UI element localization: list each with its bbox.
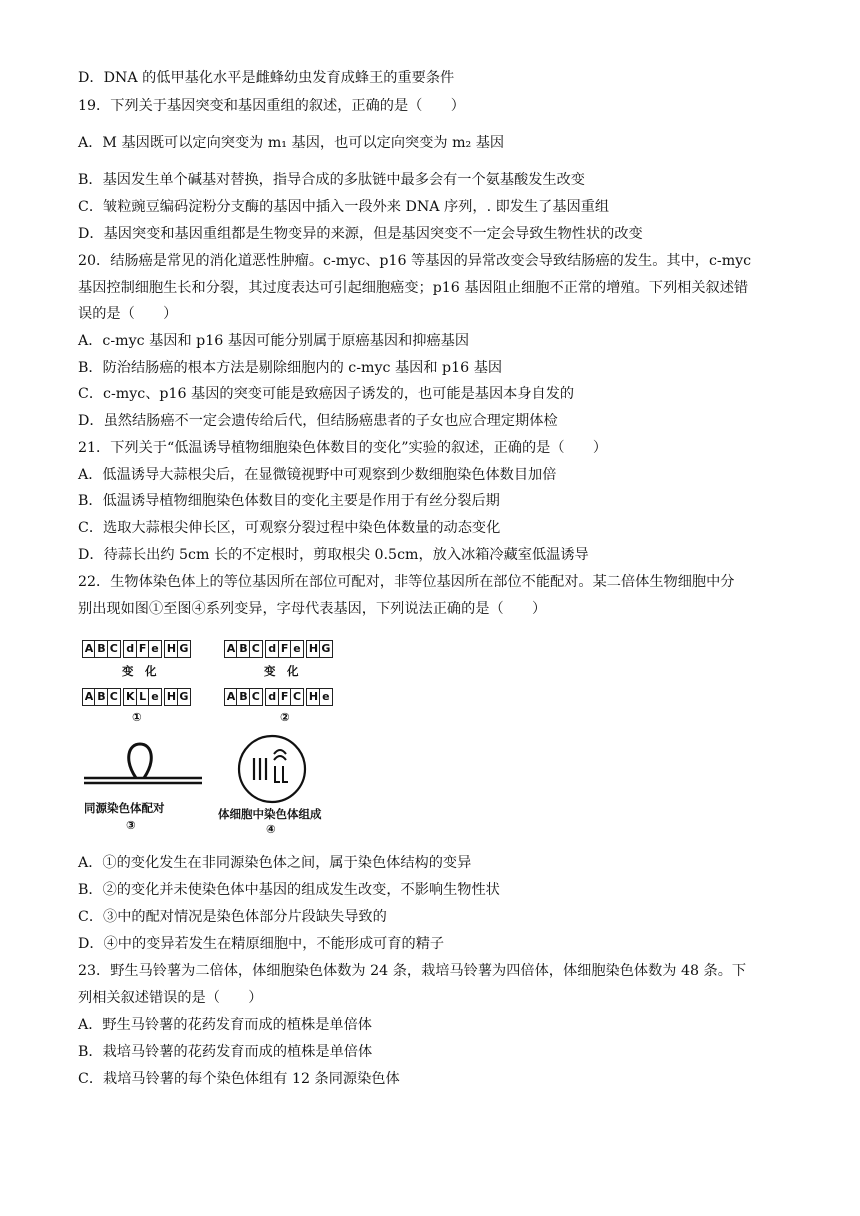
text-line: 22．生物体染色体上的等位基因所在部位可配对，非等位基因所在部位不能配对。某二倍体生物细胞中分 xyxy=(78,574,735,590)
gene-cell: G xyxy=(319,640,333,658)
gene-cell: A xyxy=(82,640,96,658)
text-line: B．②的变化并未使染色体中基因的组成发生改变，不影响生物性状 xyxy=(78,882,500,898)
text-line: A．①的变化发生在非同源染色体之间，属于染色体结构的变异 xyxy=(78,855,472,871)
gene-cell: A xyxy=(224,640,238,658)
text-line: C．栽培马铃薯的每个染色体组有 12 条同源染色体 xyxy=(78,1071,400,1087)
figure-label-3: ③ xyxy=(126,818,136,832)
text-line: 基因控制细胞生长和分裂，其过度表达可引起细胞癌变；p16 基因阻止细胞不正常的增殖。下列相关叙述错 xyxy=(78,280,749,296)
text-line: 别出现如图①至图④系列变异，字母代表基因，下列说法正确的是（ ） xyxy=(78,601,547,617)
gene-cell: C xyxy=(290,688,304,706)
text-line: 23．野生马铃薯为二倍体，体细胞染色体数为 24 条，栽培马铃薯为四倍体，体细胞染色体数为 48 条。下 xyxy=(78,963,747,979)
gene-cell: F xyxy=(136,640,150,658)
gene-cell: C xyxy=(249,640,263,658)
gene-cell: d xyxy=(265,688,279,706)
gene-row-fig2-bottom xyxy=(224,688,331,708)
gene-cell: C xyxy=(107,640,121,658)
gene-cell: B xyxy=(236,640,250,658)
gene-cell: G xyxy=(177,640,191,658)
figure-label-4: ④ xyxy=(266,822,276,836)
gene-row-fig1-top xyxy=(82,640,189,660)
gene-cell: B xyxy=(94,640,108,658)
gene-row-fig1-bottom xyxy=(82,688,189,708)
homologous-pairing-drawing xyxy=(82,736,212,806)
text-line: D．虽然结肠癌不一定会遗传给后代，但结肠癌患者的子女也应合理定期体检 xyxy=(78,413,558,429)
text-line: B．防治结肠癌的根本方法是剔除细胞内的 c-myc 基因和 p16 基因 xyxy=(78,360,503,376)
text-line: A．c-myc 基因和 p16 基因可能分别属于原癌基因和抑癌基因 xyxy=(78,333,470,349)
text-line: A．M 基因既可以定向突变为 m₁ 基因，也可以定向突变为 m₂ 基因 xyxy=(78,135,505,151)
gene-cell: A xyxy=(82,688,96,706)
change-label: 变 化 xyxy=(264,664,299,678)
gene-cell: d xyxy=(123,640,137,658)
figure-label-1: ① xyxy=(132,710,142,724)
text-line: 21．下列关于“低温诱导植物细胞染色体数目的变化”实验的叙述，正确的是（ ） xyxy=(78,440,608,456)
gene-cell: H xyxy=(306,688,320,706)
gene-cell: B xyxy=(236,688,250,706)
gene-cell: B xyxy=(94,688,108,706)
gene-cell: G xyxy=(177,688,191,706)
text-line: D．DNA 的低甲基化水平是雌蜂幼虫发育成蜂王的重要条件 xyxy=(78,70,455,86)
gene-cell: H xyxy=(306,640,320,658)
text-line: 列相关叙述错误的是（ ） xyxy=(78,990,263,1006)
chromosome-variation-figure xyxy=(82,636,352,836)
text-line: 19．下列关于基因突变和基因重组的叙述，正确的是（ ） xyxy=(78,98,465,114)
gene-cell: e xyxy=(290,640,304,658)
figure-label-2: ② xyxy=(280,710,290,724)
text-line: C．c-myc、p16 基因的突变可能是致癌因子诱发的，也可能是基因本身自发的 xyxy=(78,386,575,402)
gene-cell: e xyxy=(148,688,162,706)
gene-cell: d xyxy=(265,640,279,658)
text-line: D．基因突变和基因重组都是生物变异的来源，但是基因突变不一定会导致生物性状的改变 xyxy=(78,226,643,242)
gene-cell: C xyxy=(249,688,263,706)
text-line: D．待蒜长出约 5cm 长的不定根时，剪取根尖 0.5cm，放入冰箱冷藏室低温诱导 xyxy=(78,547,589,563)
text-line: B．基因发生单个碱基对替换，指导合成的多肽链中最多会有一个氨基酸发生改变 xyxy=(78,172,585,188)
gene-cell: H xyxy=(164,640,178,658)
text-line: 误的是（ ） xyxy=(78,306,178,322)
text-line: C．选取大蒜根尖伸长区，可观察分裂过程中染色体数量的动态变化 xyxy=(78,520,501,536)
figure-caption-3: 同源染色体配对 xyxy=(84,801,165,815)
text-line: 20．结肠癌是常见的消化道恶性肿瘤。c-myc、p16 等基因的异常改变会导致结肠癌的发生。其中，c-myc xyxy=(78,253,752,269)
text-line: C．③中的配对情况是染色体部分片段缺失导致的 xyxy=(78,909,387,925)
text-line: C．皱粒豌豆编码淀粉分支酶的基因中插入一段外来 DNA 序列，. 即发生了基因重组 xyxy=(78,199,610,215)
text-line: B．低温诱导植物细胞染色体数目的变化主要是作用于有丝分裂后期 xyxy=(78,493,500,509)
change-label: 变 化 xyxy=(122,664,157,678)
gene-cell: e xyxy=(319,688,333,706)
text-line: A．野生马铃薯的花药发育而成的植株是单倍体 xyxy=(78,1017,372,1033)
gene-cell: F xyxy=(278,688,292,706)
gene-cell: L xyxy=(136,688,150,706)
gene-cell: F xyxy=(278,640,292,658)
cell-chromosome-drawing xyxy=(234,734,314,804)
text-line: B．栽培马铃薯的花药发育而成的植株是单倍体 xyxy=(78,1044,373,1060)
gene-cell: H xyxy=(164,688,178,706)
gene-cell: A xyxy=(224,688,238,706)
figure-caption-4: 体细胞中染色体组成 xyxy=(218,807,322,821)
gene-cell: e xyxy=(148,640,162,658)
text-line: A．低温诱导大蒜根尖后，在显微镜视野中可观察到少数细胞染色体数目加倍 xyxy=(78,467,557,483)
gene-cell: K xyxy=(123,688,137,706)
text-line: D．④中的变异若发生在精原细胞中，不能形成可育的精子 xyxy=(78,936,445,952)
gene-row-fig2-top xyxy=(224,640,331,660)
gene-cell: C xyxy=(107,688,121,706)
